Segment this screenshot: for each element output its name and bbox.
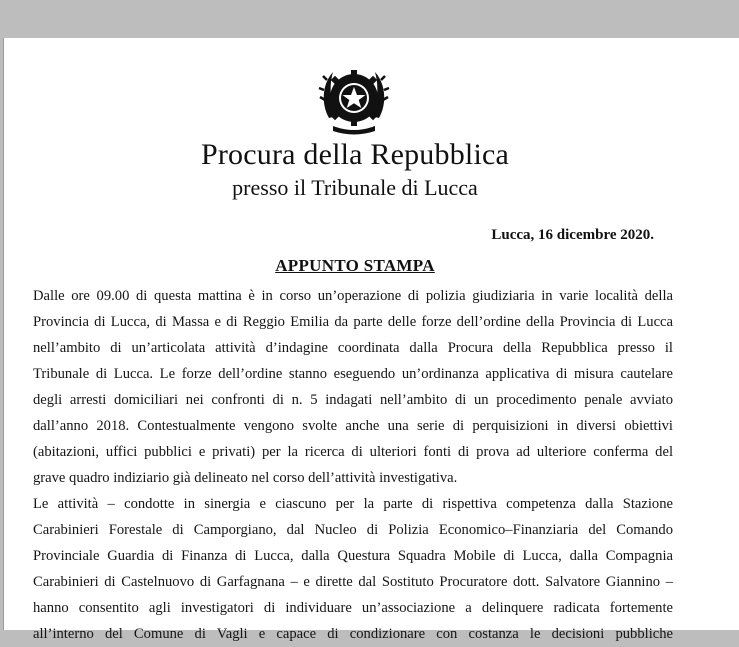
text-line: Tribunale di Lucca. Le forze dell’ordine stanno eseguendo un’ordinanza applicativa di misura cautelare <box>33 366 673 382</box>
document-heading: APPUNTO STAMPA <box>275 256 435 275</box>
italian-republic-emblem-icon <box>319 60 389 136</box>
document-page[interactable] <box>3 38 739 642</box>
text-line: Carabinieri di Castelnuovo di Garfagnana – e dirette dal Sostituto Procuratore dott. Salvatore Giannino – <box>33 574 673 590</box>
text-line: hanno consentito agli investigatori di individuare un’associazione a delinquere radicata fortemente <box>33 600 673 616</box>
text-line: Dalle ore 09.00 di questa mattina è in corso un’operazione di polizia giudiziaria in varie località della <box>33 288 673 304</box>
paragraph-1 <box>33 283 673 491</box>
office-title: Procura della Repubblica <box>200 138 510 171</box>
viewer-top-bar <box>0 0 738 38</box>
text-line: Provinciale Guardia di Finanza di Lucca, dalla Questura Squadra Mobile di Lucca, dalla Compagnia <box>33 548 673 564</box>
text-line: grave quadro indiziario già delineato nel corso dell’attività investigativa. <box>33 470 458 486</box>
text-line: Le attività – condotte in sinergia e ciascuno per la parte di rispettiva competenza dalla Stazione <box>33 496 673 512</box>
text-line: Carabinieri Forestale di Camporgiano, dal Nucleo di Polizia Economico–Finanziaria del Comando <box>33 522 673 538</box>
office-subtitle: presso il Tribunale di Lucca <box>232 175 478 200</box>
text-line: all’interno del Comune di Vagli e capace di condizionare con costanza le decisioni pubbliche <box>33 626 673 642</box>
dateline: Lucca, 16 dicembre 2020. <box>491 227 654 243</box>
text-line: dall’anno 2018. Contestualmente vengono svolte anche una serie di perquisizioni in diversi obiettivi <box>33 418 673 434</box>
document-body <box>33 283 673 647</box>
text-line: (abitazioni, uffici pubblici e privati) per la ricerca di ulteriori fonti di prova ad ulteriore conferma del <box>33 444 673 460</box>
text-line: degli arresti domiciliari nei confronti di n. 5 indagati nell’ambito di un procedimento penale avviato <box>33 392 673 408</box>
paragraph-2 <box>33 491 673 647</box>
text-line: Provincia di Lucca, di Massa e di Reggio Emilia da parte delle forze dell’ordine della Provincia di Lucca <box>33 314 673 330</box>
text-line: nell’ambito di un’articolata attività d’indagine coordinata dalla Procura della Repubblica presso il <box>33 340 673 356</box>
